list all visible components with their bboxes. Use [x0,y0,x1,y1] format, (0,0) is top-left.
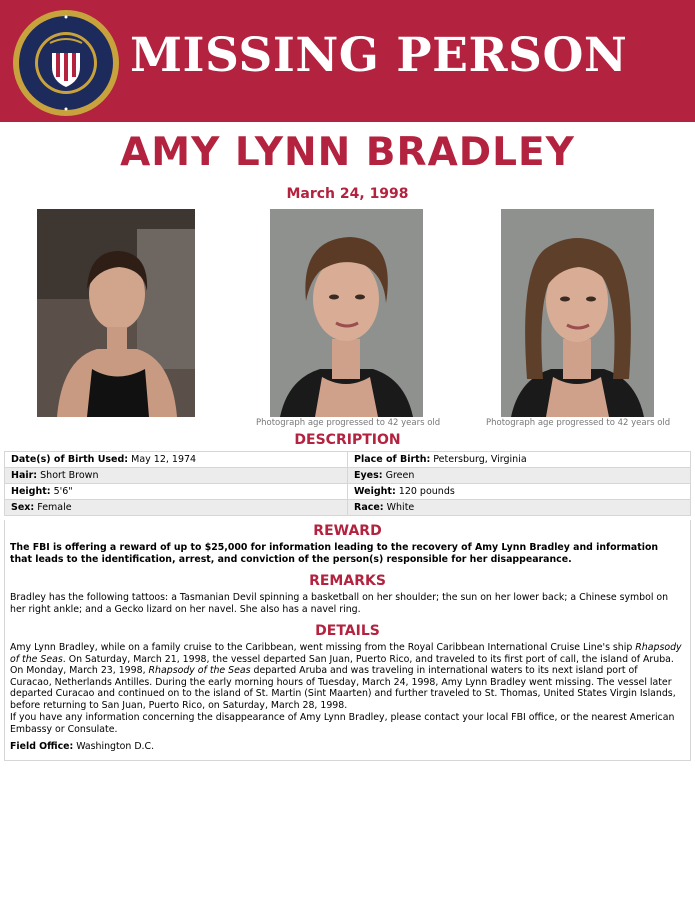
description-heading: DESCRIPTION [294,432,401,448]
header-banner [0,0,695,122]
description-table [4,451,691,516]
details-text [10,642,682,712]
table-row [5,468,691,484]
field-office-label: Field Office: [10,741,74,752]
photo-caption-2: Photograph age progressed to 42 years old [486,418,671,428]
subject-name: AMY LYNN BRADLEY [120,130,575,175]
details-heading: DETAILS [315,623,380,639]
field-label: Eyes: [354,470,383,481]
field-value: White [386,502,415,513]
contact-text: If you have any information concerning the disappearance of Amy Lynn Bradley, please contact your local FBI office, or the nearest American Embassy or Consulate. [10,712,675,735]
field-value: 120 pounds [398,486,455,497]
field-label: Date(s) of Birth Used: [11,454,129,465]
reward-heading: REWARD [313,523,382,539]
field-label: Race: [354,502,384,513]
field-label: Sex: [11,502,35,513]
reward-text: The FBI is offering a reward of up to $25,000 for information leading to the recovery of Amy Lynn Bradley and information that leads to the identification, arrest, and conviction of the person(s) responsible for her disappearance. [10,542,659,565]
photo-caption-1: Photograph age progressed to 42 years old [256,418,441,428]
table-row [5,452,691,468]
field-label: Weight: [354,486,396,497]
field-value: 5'6" [53,486,73,497]
field-value: Petersburg, Virginia [433,454,527,465]
remarks-heading: REMARKS [309,573,386,589]
details-text-part: departed Aruba and was traveling in international waters to its next island port of Curacao, Netherlands Antilles. During the early morning hours of Tuesday, March 24, 1998, Amy Lynn Bradley went missing. The vessel later departed Curacao and continued on to the island of St. Martin (Sint Maarten) and further traveled to St. Thomas, United States Virgin Islands, before returning to San Juan, Puerto Rico, on Saturday, March 28, 1998. [10,665,676,711]
field-office [10,741,682,753]
field-value: Short Brown [40,470,99,481]
field-value: Green [385,470,415,481]
age-progressed-photo-2 [501,209,654,417]
table-row [5,484,691,500]
banner-title: MISSING PERSON [130,28,628,83]
age-progressed-photo-1 [270,209,423,417]
field-value: May 12, 1974 [131,454,197,465]
field-office-value: Washington D.C. [76,741,155,752]
details-text-part: . On Saturday, March 21, 1998, the vessel departed San Juan, Puerto Rico, and traveled to its first port of call, the island of Aruba. On Monday, March 23, 1998, [10,653,674,677]
field-label: Hair: [11,470,38,481]
fbi-seal-icon [12,9,120,117]
field-value: Female [37,502,72,513]
details-text-part: Amy Lynn Bradley, while on a family cruise to the Caribbean, went missing from the Royal Caribbean International Cruise Line's ship [10,642,636,653]
field-label: Place of Birth: [354,454,431,465]
missing-date: March 24, 1998 [286,186,409,202]
remarks-text: Bradley has the following tattoos: a Tasmanian Devil spinning a basketball on her shoulder; the sun on her lower back; a Chinese symbol on her right ankle; and a Gecko lizard on her navel. She also has a navel ring. [10,592,669,615]
ship-name: Rhapsody of the Seas [10,642,682,665]
ship-name: Rhapsody of the Seas [148,665,251,677]
subject-photo [37,209,195,417]
field-label: Height: [11,486,51,497]
table-row [5,500,691,516]
